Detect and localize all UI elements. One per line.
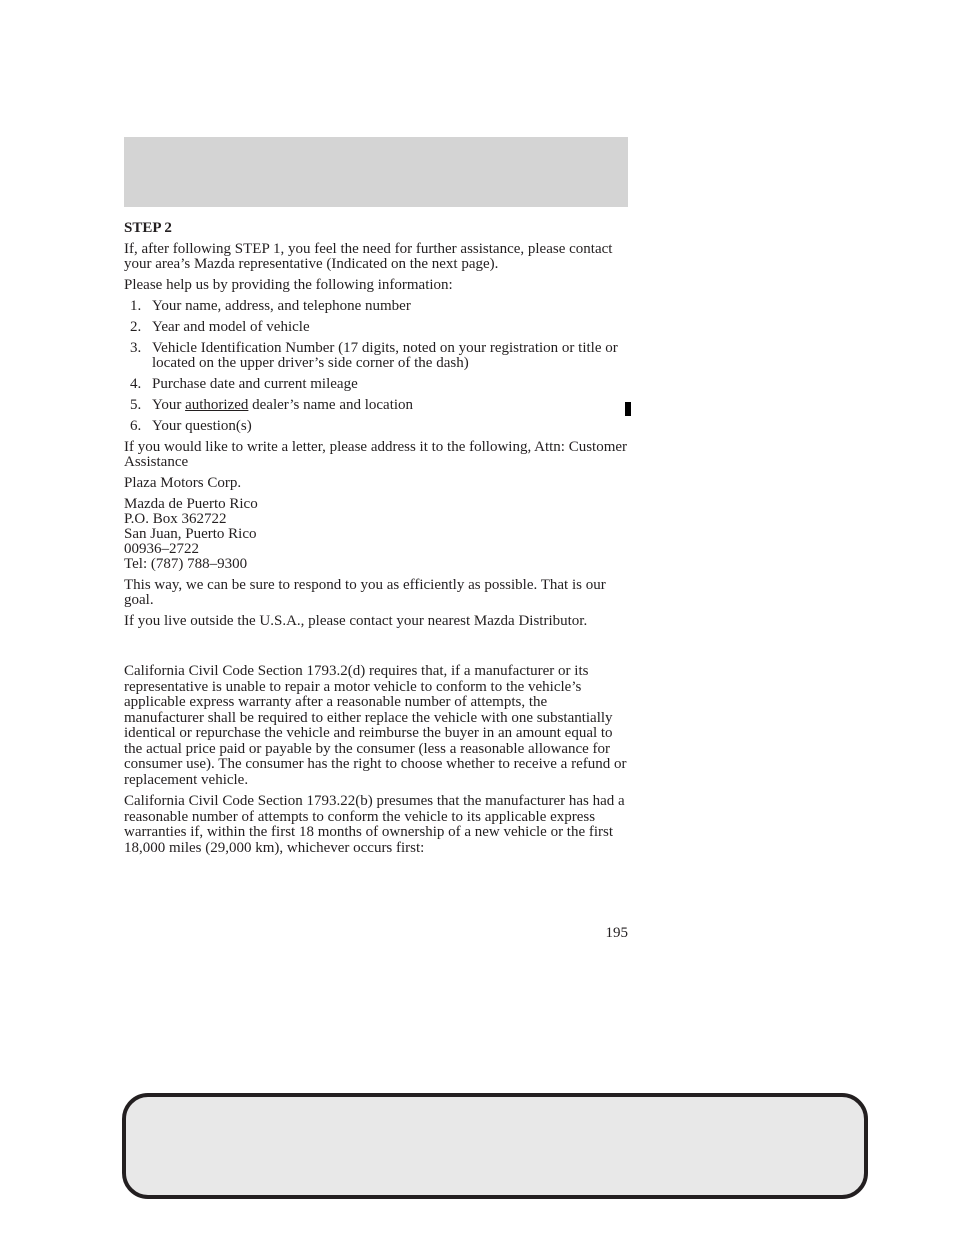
company-name: Plaza Motors Corp. — [124, 475, 242, 491]
list-item-number: 3. — [130, 340, 142, 356]
address-line: Mazda de Puerto Rico — [124, 496, 258, 512]
california-paragraph-2: California Civil Code Section 1793.22(b) presumes that the manufacturer has had a reasonable number of attempts to conform the vehicle to its applicable express warranties if, within the first 18 months of ownership of a new vehicle or the first 18,000 miles (29,000 km), whichever occurs first: — [124, 793, 625, 856]
address-line: Tel: (787) 788–9300 — [124, 556, 248, 572]
list-item — [124, 419, 630, 434]
list-item-text: Your name, address, and telephone number — [152, 298, 411, 314]
california-paragraph-1: California Civil Code Section 1793.2(d) requires that, if a manufacturer or its representative is unable to repair a motor vehicle to conform to the vehicle’s applicable express warranty after a reasonable number of attempts, the manufacturer shall be required to either replace the vehicle with one substantially identical or repurchase the vehicle and reimburse the buyer in an amount equal to the actual price paid or payable by the consumer (less a reasonable allowance for consumer use). The consumer has the right to choose whether to receive a refund or replacement vehicle. — [124, 663, 627, 788]
list-item-text-before: Your — [152, 397, 186, 413]
address-block — [124, 497, 630, 572]
help-text: Please help us by providing the following information: — [124, 277, 453, 293]
list-item-text-underlined: authorized — [185, 397, 249, 413]
revision-change-bar — [625, 402, 631, 416]
list-item-number: 4. — [130, 376, 142, 392]
address-line: P.O. Box 362722 — [124, 511, 227, 527]
list-item-text-after: dealer’s name and location — [248, 397, 414, 413]
list-item-number: 2. — [130, 319, 142, 335]
list-item-text: Purchase date and current mileage — [152, 376, 358, 392]
outside-usa-text: If you live outside the U.S.A., please contact your nearest Mazda Distributor. — [124, 613, 588, 629]
list-item — [124, 299, 630, 314]
list-item-text: Year and model of vehicle — [152, 319, 310, 335]
letter-text: If you would like to write a letter, please address it to the following, Attn: Customer Assistance — [124, 439, 628, 470]
list-item-number: 1. — [130, 298, 142, 314]
address-line: 00936–2722 — [124, 541, 199, 557]
address-line: San Juan, Puerto Rico — [124, 526, 257, 542]
list-item-text: Vehicle Identification Number (17 digits, noted on your registration or title or located on the upper driver’s side corner of the dash) — [152, 340, 618, 371]
list-item-text: Your question(s) — [152, 418, 252, 434]
footer-box — [122, 1093, 868, 1199]
page-number: 195 — [605, 925, 628, 941]
list-item — [124, 377, 630, 392]
list-item-number: 5. — [130, 397, 142, 413]
list-item — [124, 341, 630, 371]
page-content — [124, 221, 630, 862]
step2-intro: If, after following STEP 1, you feel the need for further assistance, please contact your area’s Mazda representative (Indicated on the next page). — [124, 241, 613, 272]
section-gap — [124, 635, 630, 664]
info-list — [124, 299, 630, 434]
list-item — [124, 398, 630, 413]
efficiency-text: This way, we can be sure to respond to you as efficiently as possible. That is our goal. — [124, 577, 606, 608]
header-band — [124, 137, 628, 207]
list-item-number: 6. — [130, 418, 142, 434]
list-item — [124, 320, 630, 335]
step2-heading: STEP 2 — [124, 220, 172, 236]
